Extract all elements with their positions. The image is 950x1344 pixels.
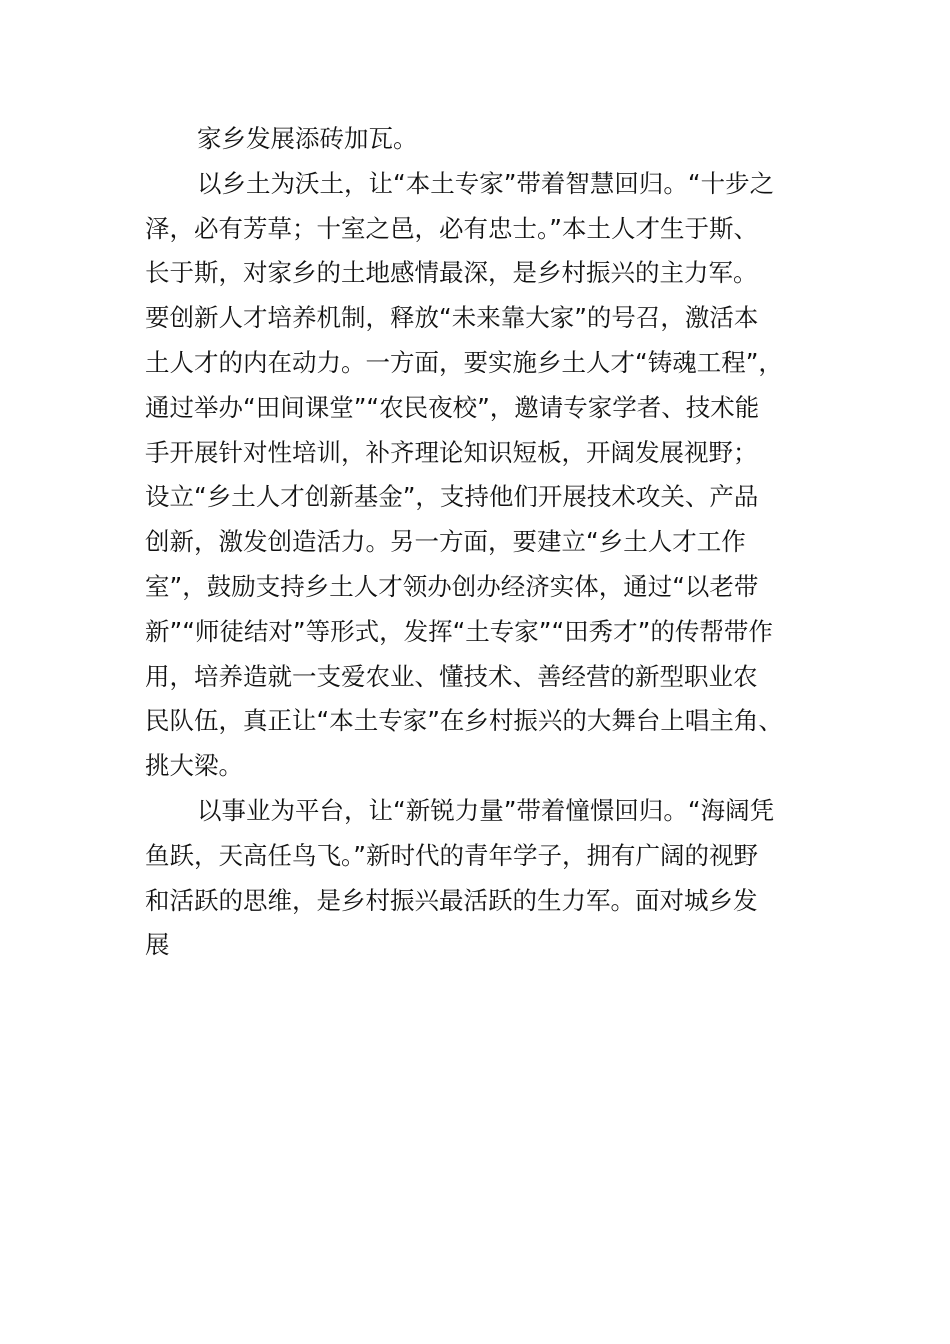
paragraph-1 bbox=[145, 117, 820, 162]
paragraph-3 bbox=[145, 789, 820, 968]
text-line: 以乡土为沃土，让“本土专家”带着智慧回归。“十步之 bbox=[197, 168, 775, 198]
text-line: 新”“师徒结对”等形式，发挥“土专家”“田秀才”的传帮带作 bbox=[145, 616, 773, 646]
text-line: 展 bbox=[145, 930, 170, 960]
paragraph-2 bbox=[145, 162, 820, 789]
text-line: 泽，必有芳草；十室之邑，必有忠士。”本土人才生于斯、 bbox=[145, 213, 758, 243]
document-body bbox=[145, 117, 820, 968]
text-line: 室”，鼓励支持乡土人才领办创办经济实体，通过“以老带 bbox=[145, 571, 759, 601]
text-line: 和活跃的思维，是乡村振兴最活跃的生力军。面对城乡发 bbox=[145, 885, 758, 915]
text-line: 通过举办“田间课堂”“农民夜校”，邀请专家学者、技术能 bbox=[145, 392, 760, 422]
text-line: 用，培养造就一支爱农业、懂技术、善经营的新型职业农 bbox=[145, 661, 758, 691]
text-line: 挑大梁。 bbox=[145, 751, 243, 781]
text-line: 设立“乡土人才创新基金”，支持他们开展技术攻关、产品 bbox=[145, 482, 759, 512]
text-line: 鱼跃，天高任鸟飞。”新时代的青年学子，拥有广阔的视野 bbox=[145, 840, 758, 870]
text-line: 创新，激发创造活力。另一方面，要建立“乡土人才工作 bbox=[145, 527, 746, 557]
text-line: 家乡发展添砖加瓦。 bbox=[197, 124, 418, 153]
text-line: 以事业为平台，让“新锐力量”带着憧憬回归。“海阔凭 bbox=[197, 795, 775, 825]
text-line: 手开展针对性培训，补齐理论知识短板，开阔发展视野； bbox=[145, 437, 758, 467]
text-line: 长于斯，对家乡的土地感情最深，是乡村振兴的主力军。 bbox=[145, 258, 758, 288]
text-line: 民队伍，真正让“本土专家”在乡村振兴的大舞台上唱主角、 bbox=[145, 706, 783, 736]
text-line: 要创新人才培养机制，释放“未来靠大家”的号召，激活本 bbox=[145, 303, 759, 333]
text-line: 土人才的内在动力。一方面，要实施乡土人才“铸魂工程”， bbox=[145, 347, 783, 377]
